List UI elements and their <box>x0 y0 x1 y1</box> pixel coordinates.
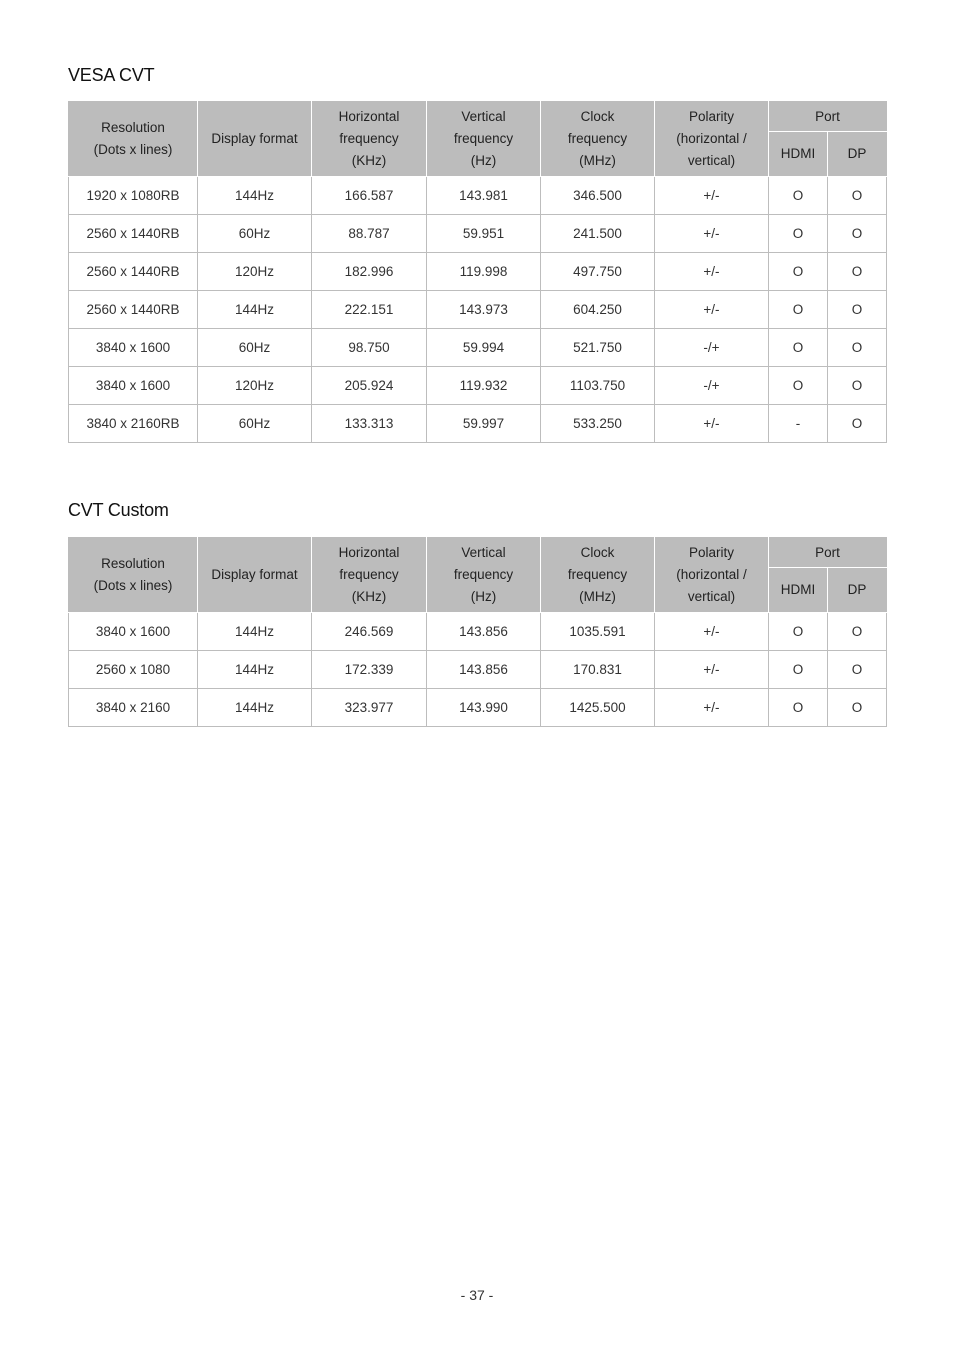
cell-vertical-frequency: 143.856 <box>427 651 541 689</box>
cell-resolution: 1920 x 1080RB <box>69 177 198 215</box>
cell-dp: O <box>828 329 887 367</box>
table-row <box>69 651 887 689</box>
cell-horizontal-frequency: 172.339 <box>312 651 427 689</box>
cell-horizontal-frequency: 166.587 <box>312 177 427 215</box>
table-row <box>69 215 887 253</box>
cell-display-format: 120Hz <box>198 367 312 405</box>
table-row <box>69 253 887 291</box>
cell-clock-frequency: 533.250 <box>541 405 655 443</box>
cell-display-format: 60Hz <box>198 329 312 367</box>
cell-horizontal-frequency: 133.313 <box>312 405 427 443</box>
cell-horizontal-frequency: 88.787 <box>312 215 427 253</box>
cell-dp: O <box>828 291 887 329</box>
table-row <box>69 367 887 405</box>
cell-clock-frequency: 1425.500 <box>541 689 655 727</box>
cell-vertical-frequency: 143.990 <box>427 689 541 727</box>
header-clock-frequency: Clock frequency (MHz) <box>541 538 655 613</box>
cell-resolution: 3840 x 1600 <box>69 367 198 405</box>
cell-hdmi: O <box>769 367 828 405</box>
cell-polarity: +/- <box>655 253 769 291</box>
cell-clock-frequency: 170.831 <box>541 651 655 689</box>
cell-horizontal-frequency: 182.996 <box>312 253 427 291</box>
cell-horizontal-frequency: 323.977 <box>312 689 427 727</box>
cell-polarity: +/- <box>655 215 769 253</box>
cell-hdmi: O <box>769 177 828 215</box>
table-row <box>69 291 887 329</box>
cell-display-format: 144Hz <box>198 613 312 651</box>
cell-resolution: 2560 x 1080 <box>69 651 198 689</box>
cvt-custom-table <box>68 537 887 727</box>
header-resolution: Resolution (Dots x lines) <box>69 102 198 177</box>
cell-resolution: 2560 x 1440RB <box>69 253 198 291</box>
cell-display-format: 60Hz <box>198 405 312 443</box>
cell-hdmi: - <box>769 405 828 443</box>
cell-display-format: 144Hz <box>198 291 312 329</box>
cell-vertical-frequency: 143.856 <box>427 613 541 651</box>
header-horizontal-frequency: Horizontal frequency (KHz) <box>312 538 427 613</box>
cell-dp: O <box>828 405 887 443</box>
cell-hdmi: O <box>769 329 828 367</box>
cell-polarity: +/- <box>655 291 769 329</box>
header-resolution: Resolution (Dots x lines) <box>69 538 198 613</box>
table-row <box>69 613 887 651</box>
cell-vertical-frequency: 143.981 <box>427 177 541 215</box>
cell-polarity: +/- <box>655 613 769 651</box>
cell-horizontal-frequency: 222.151 <box>312 291 427 329</box>
cell-horizontal-frequency: 246.569 <box>312 613 427 651</box>
table-row <box>69 689 887 727</box>
header-hdmi: HDMI <box>769 568 828 613</box>
cell-resolution: 2560 x 1440RB <box>69 291 198 329</box>
header-polarity: Polarity (horizontal / vertical) <box>655 102 769 177</box>
cell-polarity: +/- <box>655 651 769 689</box>
header-port: Port <box>769 102 887 132</box>
cell-polarity: -/+ <box>655 329 769 367</box>
header-display-format: Display format <box>198 102 312 177</box>
cell-clock-frequency: 1103.750 <box>541 367 655 405</box>
cell-hdmi: O <box>769 613 828 651</box>
cell-display-format: 144Hz <box>198 177 312 215</box>
cell-vertical-frequency: 59.994 <box>427 329 541 367</box>
cell-clock-frequency: 497.750 <box>541 253 655 291</box>
cell-hdmi: O <box>769 291 828 329</box>
cell-dp: O <box>828 215 887 253</box>
cell-hdmi: O <box>769 253 828 291</box>
cell-resolution: 3840 x 1600 <box>69 329 198 367</box>
header-polarity: Polarity (horizontal / vertical) <box>655 538 769 613</box>
cell-horizontal-frequency: 205.924 <box>312 367 427 405</box>
cell-display-format: 144Hz <box>198 651 312 689</box>
header-display-format: Display format <box>198 538 312 613</box>
cell-clock-frequency: 604.250 <box>541 291 655 329</box>
cell-clock-frequency: 521.750 <box>541 329 655 367</box>
cell-vertical-frequency: 59.997 <box>427 405 541 443</box>
header-dp: DP <box>828 132 887 177</box>
cell-display-format: 120Hz <box>198 253 312 291</box>
cell-dp: O <box>828 177 887 215</box>
header-horizontal-frequency: Horizontal frequency (KHz) <box>312 102 427 177</box>
header-vertical-frequency: Vertical frequency (Hz) <box>427 538 541 613</box>
cell-display-format: 60Hz <box>198 215 312 253</box>
table-row <box>69 177 887 215</box>
cell-vertical-frequency: 119.998 <box>427 253 541 291</box>
cell-dp: O <box>828 613 887 651</box>
cell-horizontal-frequency: 98.750 <box>312 329 427 367</box>
cell-vertical-frequency: 59.951 <box>427 215 541 253</box>
cell-clock-frequency: 241.500 <box>541 215 655 253</box>
cell-hdmi: O <box>769 689 828 727</box>
vesa-cvt-table <box>68 101 887 443</box>
cell-resolution: 3840 x 2160RB <box>69 405 198 443</box>
section-title: CVT Custom <box>68 500 169 520</box>
cell-hdmi: O <box>769 651 828 689</box>
header-clock-frequency: Clock frequency (MHz) <box>541 102 655 177</box>
cell-hdmi: O <box>769 215 828 253</box>
cell-vertical-frequency: 119.932 <box>427 367 541 405</box>
table-row <box>69 329 887 367</box>
cell-vertical-frequency: 143.973 <box>427 291 541 329</box>
header-vertical-frequency: Vertical frequency (Hz) <box>427 102 541 177</box>
cell-polarity: +/- <box>655 177 769 215</box>
cell-clock-frequency: 1035.591 <box>541 613 655 651</box>
header-dp: DP <box>828 568 887 613</box>
cell-display-format: 144Hz <box>198 689 312 727</box>
section-title: VESA CVT <box>68 65 155 85</box>
cell-polarity: -/+ <box>655 367 769 405</box>
page-number: - 37 - <box>460 1287 494 1303</box>
header-port: Port <box>769 538 887 568</box>
cell-dp: O <box>828 367 887 405</box>
cell-resolution: 3840 x 2160 <box>69 689 198 727</box>
cell-resolution: 3840 x 1600 <box>69 613 198 651</box>
table-row <box>69 405 887 443</box>
cell-dp: O <box>828 689 887 727</box>
header-hdmi: HDMI <box>769 132 828 177</box>
cell-clock-frequency: 346.500 <box>541 177 655 215</box>
cell-polarity: +/- <box>655 405 769 443</box>
cell-dp: O <box>828 651 887 689</box>
cell-polarity: +/- <box>655 689 769 727</box>
cell-dp: O <box>828 253 887 291</box>
cell-resolution: 2560 x 1440RB <box>69 215 198 253</box>
